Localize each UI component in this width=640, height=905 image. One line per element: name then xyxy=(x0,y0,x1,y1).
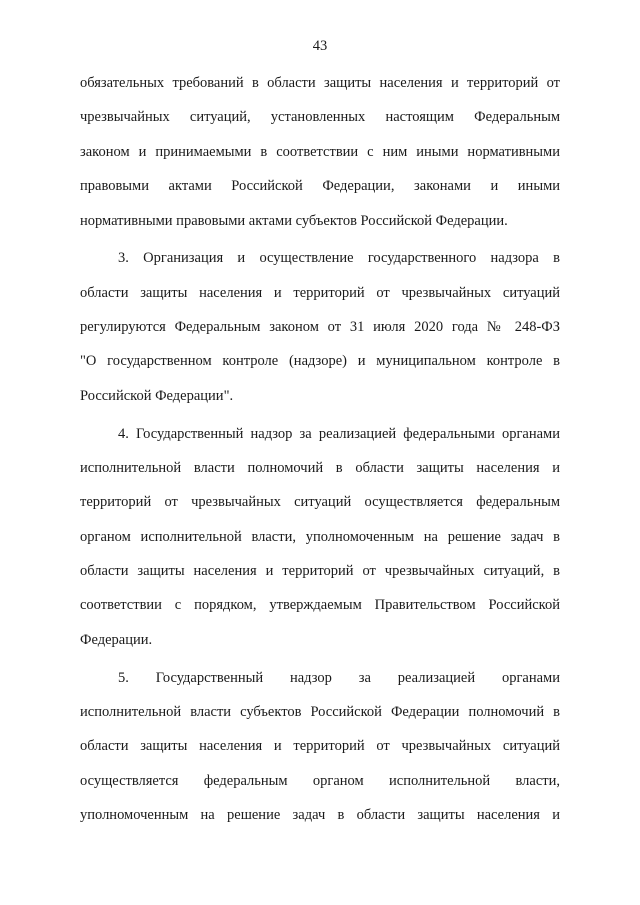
text-line: уполномоченным на решение задач в области защиты населения и xyxy=(80,807,560,824)
text-line: органом исполнительной власти, уполномоченным на решение задач в xyxy=(80,528,560,545)
text-line: области защиты населения и территорий от чрезвычайных ситуаций xyxy=(80,738,560,755)
text-line: "О государственном контроле (надзоре) и муниципальном контроле в xyxy=(80,353,560,370)
text-line: 5. Государственный надзор за реализацией органами xyxy=(118,669,560,686)
page-number: 43 xyxy=(312,38,328,54)
text-line: чрезвычайных ситуаций, установленных настоящим Федеральным xyxy=(80,109,560,126)
text-line: исполнительной власти субъектов Российской Федерации полномочий в xyxy=(80,703,560,720)
text-line: правовыми актами Российской Федерации, законами и иными xyxy=(80,178,560,195)
body-text xyxy=(80,66,560,832)
text-line: регулируются Федеральным законом от 31 июля 2020 года № 248-ФЗ xyxy=(80,319,560,336)
text-line: исполнительной власти полномочий в области защиты населения и xyxy=(80,459,560,476)
text-line: области защиты населения и территорий от чрезвычайных ситуаций, в xyxy=(80,563,560,580)
text-line: законом и принимаемыми в соответствии с ним иными нормативными xyxy=(80,143,560,160)
text-line: 3. Организация и осуществление государственного надзора в xyxy=(118,250,560,267)
text-line: Федерации. xyxy=(80,631,153,648)
text-line: области защиты населения и территорий от чрезвычайных ситуаций xyxy=(80,284,560,301)
text-line: 4. Государственный надзор за реализацией федеральными органами xyxy=(118,425,560,442)
text-line: осуществляется федеральным органом исполнительной власти, xyxy=(80,772,560,789)
text-line: Российской Федерации". xyxy=(80,387,234,404)
text-line: территорий от чрезвычайных ситуаций осуществляется федеральным xyxy=(80,494,560,511)
text-line: обязательных требований в области защиты населения и территорий от xyxy=(80,75,560,91)
text-line: нормативными правовыми актами субъектов Российской Федерации. xyxy=(80,212,508,229)
text-line: соответствии с порядком, утверждаемым Правительством Российской xyxy=(80,597,560,614)
